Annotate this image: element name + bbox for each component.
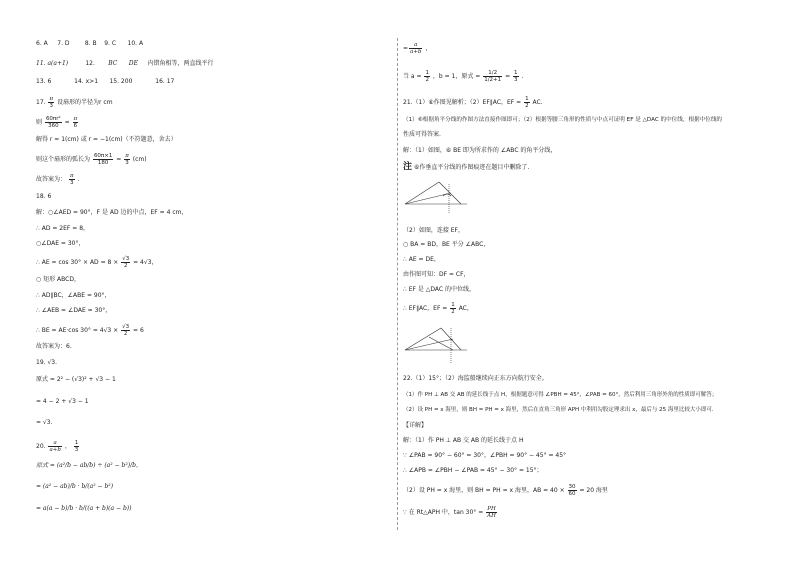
answer-11: 11. a(a+1) [36, 60, 69, 67]
fig2-bisector [405, 339, 453, 350]
q20-num2: 1 [74, 440, 79, 446]
r12-post: AC， [458, 305, 473, 312]
q17d-eq: = [116, 156, 122, 163]
fig1-arc [443, 194, 451, 196]
q17e-frac [69, 173, 75, 186]
fig1-bisector [405, 193, 451, 204]
q17b-num: 60πr² [45, 116, 61, 122]
q17b-frac2 [73, 116, 79, 129]
r3-post: AC. [532, 99, 543, 106]
answer-20 [36, 440, 80, 453]
r-line-13: 22.（1）15°；（2）海监船继续向正东方向航行安全。 [403, 375, 548, 382]
r-line-14: （1）作 PH ⊥ AB 交 AB 的延长线于点 H，根据题意可得 ∠PBH = 45°，∠PAB = 60°，然后利用三角形外角的性质即可解答； [403, 392, 718, 398]
r-line-17: 解：（1）作 PH ⊥ AB 交 AB 的延长线于点 H [403, 437, 524, 444]
r20-post: = 20 海里 [579, 487, 608, 494]
q17d-prefix: 则这个扇形的弧长为 [36, 156, 91, 163]
q17d-frac1 [93, 153, 113, 166]
answers-6-10 [36, 40, 143, 48]
r2-n1: 1 [425, 70, 429, 76]
q20-line-c: = a(a − b)/b · b/((a + b)(a − b)) [36, 505, 132, 512]
q20-number: 20. [36, 443, 46, 450]
r1-frac [409, 42, 422, 55]
q17-number: 17. [36, 99, 46, 106]
q18-line-a: 解：○∠AED = 90°，F 是 AD 边的中点，EF = 4 cm， [36, 209, 188, 216]
q17d-num2: π [125, 153, 129, 159]
answers-13-16 [36, 78, 174, 86]
answer-8: 8. B [84, 40, 97, 47]
r2-mid: ，b = 1，原式 = [432, 73, 481, 80]
answer-12-reason: 内错角相等，两直线平行 [147, 60, 214, 67]
r2-post: . [521, 73, 524, 80]
q17b-num2: π [73, 116, 78, 122]
q17d-unit: (cm) [132, 156, 147, 163]
r20-prefix: （2）设 PH = x 海里，则 BH = PH = x 海里，AB = 40 × [403, 487, 565, 494]
answer-15: 15. 200 [109, 78, 133, 85]
midline-figure [403, 322, 473, 366]
q18-line-c: ○∠DAE = 30°， [36, 240, 85, 247]
q18-line-g: ∴ ∠AEB = ∠DAE = 30°， [36, 307, 112, 314]
fig1-side-ab [405, 182, 439, 204]
q18d-prefix: ∴ AE = cos 30° × AD = 8 × [36, 259, 119, 266]
r-line-1: = $\frac{a}{a+b}$ ， [403, 42, 432, 55]
q17-solution: 解得 r = 1(cm) 或 r = −1(cm)（不符题意，舍去） [36, 136, 177, 143]
q18h-num: √3 [122, 324, 130, 330]
q18d-frac [121, 256, 130, 269]
answer-17-line [36, 96, 113, 109]
r-line-8: ○ BA = BD，BE 平分 ∠ABC， [403, 241, 490, 248]
r-line-5: 解：（1）如图，⑥ BE 即为所求作的 ∠ABC 的角平分线， [403, 147, 557, 154]
r-line-20 [403, 484, 608, 497]
q17-num: π [49, 96, 54, 102]
answer-18: 18. 6 [36, 193, 52, 200]
q20-line-a: 原式 = (a²/b − ab/b) ÷ (a² − b²)/b， [36, 462, 142, 469]
q20-frac2 [74, 440, 80, 453]
q18d-den: 2 [123, 263, 128, 269]
q20-frac1 [48, 440, 61, 453]
q17d-den: 180 [97, 160, 109, 166]
r21-frac [486, 506, 497, 519]
r-line-12 [403, 302, 473, 315]
r-line-3 [403, 96, 543, 109]
q17d-num: 60π×1 [93, 153, 113, 159]
answer-6: 6. A [36, 40, 48, 47]
right-column [397, 0, 794, 562]
q20-den2: 3 [74, 447, 79, 453]
q18-line-b: ∴ AD = 2EF = 8， [36, 225, 90, 232]
r3-prefix: 21.（1）⑥作图见解析；（2）EF∥AC，EF = [403, 99, 522, 106]
q17d-den2: 3 [125, 160, 129, 166]
q18-line-e: ○ 矩形 ABCD， [36, 276, 80, 283]
q17b-prefix: 则 [36, 119, 43, 126]
r2-n3: 1 [514, 70, 518, 76]
fig2-side-ab [405, 328, 441, 350]
r1-den: a+b [410, 49, 422, 55]
r2-frac2 [483, 70, 502, 83]
q19-line-b: = 4 − 2 + √3 − 1 [36, 398, 89, 405]
r12-frac [450, 302, 456, 315]
q17e-post: . [77, 176, 80, 183]
q18h-prefix: ∴ BE = AE·cos 30° = 4√3 × [36, 327, 119, 334]
q20-sep: ， [64, 443, 71, 450]
r1-post: ， [425, 45, 432, 52]
r-line-7: （2）如图，连接 EF， [403, 227, 464, 234]
answer-11-12 [36, 60, 214, 68]
r-line-19: ∴ ∠APB = ∠PBH − ∠PAB = 45° − 30° = 15°； [403, 467, 543, 474]
q17b-frac1 [45, 116, 62, 129]
r2-d1: 2 [425, 77, 429, 83]
q19-line-a: 原式 = 2² − (√3)² + √3 − 1 [36, 376, 116, 383]
answer-12-bc: BC [108, 60, 118, 67]
q18h-frac [121, 324, 130, 337]
r21-den: AH [487, 513, 496, 519]
r12-den: 2 [451, 309, 455, 315]
r-line-2 [403, 70, 523, 83]
q17-fraction [48, 96, 54, 109]
r-line-9: ∴ AE = DE， [403, 256, 440, 263]
angle-bisector-figure [403, 176, 473, 216]
answer-7: 7. D [57, 40, 70, 47]
answer-19: 19. √3. [36, 359, 57, 366]
q18d-post: = 4√3， [133, 259, 158, 266]
r21-num: PH [487, 506, 496, 512]
r2-frac3 [513, 70, 519, 83]
r-line-16: 【详解】 [403, 422, 428, 429]
q17-equation [36, 116, 79, 129]
r6-big: 注 [403, 162, 413, 172]
r21-prefix: ∵ 在 Rt△APH 中，tan 30° = [403, 509, 484, 516]
q18-line-d [36, 256, 158, 269]
q20-num: a [48, 440, 61, 447]
q17-den: 3 [49, 103, 54, 109]
r2-d3: 3 [514, 77, 518, 83]
r-line-15: （2）设 PH = x 海里，则 BH = PH = x 海里，然后在直角三角形 APH 中利用勾股定理求出 x，最后与 25 海里比较大小即可. [403, 407, 714, 413]
r-line-10: 由作图可知：DF = CF， [403, 271, 470, 278]
q17e-prefix: 故答案为： [36, 176, 67, 183]
r2-eq: = [505, 73, 511, 80]
r2-d2: 1/2+1 [484, 77, 502, 83]
r6-text: ⑥作垂直平分线的作图痕迹在题目中删除了. [413, 164, 530, 171]
q19-line-c: = √3. [36, 419, 53, 426]
answer-12-label: 12. [85, 60, 95, 67]
answer-14: 14. x>1 [74, 78, 99, 85]
answer-13: 13. 6 [36, 78, 52, 85]
r-line-18: ∵ ∠PAB = 90° − 60° = 30°，∠PBH = 90° − 45° = 45° [403, 452, 567, 459]
r2-frac1 [424, 70, 430, 83]
r-line-11: ∴ EF 是 △DAC 的中位线， [403, 286, 476, 293]
r1-num: a [409, 42, 422, 49]
q18-line-f: ∴ AD∥BC，∠ABE = 90°， [36, 292, 111, 299]
answer-10: 10. A [127, 40, 144, 47]
q18-line-h [36, 324, 144, 337]
answer-12-de: DE [128, 60, 138, 67]
r20-num: 30 [568, 484, 576, 490]
q17-text: 设扇形的半径为r cm [57, 99, 113, 106]
r12-prefix: ∴ EF∥AC，EF = [403, 305, 448, 312]
r20-den: 60 [568, 491, 576, 497]
q18h-post: = 6 [133, 327, 144, 334]
r2-prefix: 当 a = [403, 73, 422, 80]
q17e-num: π [69, 173, 74, 179]
q18h-den: 2 [123, 331, 128, 337]
answer-9: 9. C [104, 40, 117, 47]
r-line-4: （1）⑥根据角平分线的作图方法直接作图即可；（2）根据等腰三角形的性质与中点可证明 EF 是 △DAC 的中位线，根据中位线的 [403, 117, 723, 123]
q17-answer [36, 173, 79, 186]
q17b-den: 360 [48, 123, 59, 129]
q17-arc-length [36, 153, 147, 166]
q17b-den2: 6 [73, 123, 78, 129]
q18-answer: 故答案为：6. [36, 343, 72, 350]
q17b-eq: = [64, 119, 70, 126]
r3-den: 2 [525, 103, 529, 109]
r-line-21 [403, 506, 498, 519]
q20-line-b: = (a² − ab)/b · b/(a² − b²) [36, 483, 114, 490]
q20-den: a+b [49, 447, 61, 453]
r20-frac [568, 484, 577, 497]
q17d-frac2 [124, 153, 130, 166]
r3-num: 1 [525, 96, 529, 102]
q17e-den: 3 [70, 180, 74, 186]
r-line-4b: 性质可得答案. [403, 131, 441, 138]
r3-frac [524, 96, 530, 109]
q18d-num: √3 [122, 256, 130, 262]
r12-num: 1 [451, 302, 455, 308]
answer-16: 16. 17 [155, 78, 175, 85]
r2-n2: 1/2 [483, 70, 502, 77]
r-line-6 [403, 163, 529, 172]
